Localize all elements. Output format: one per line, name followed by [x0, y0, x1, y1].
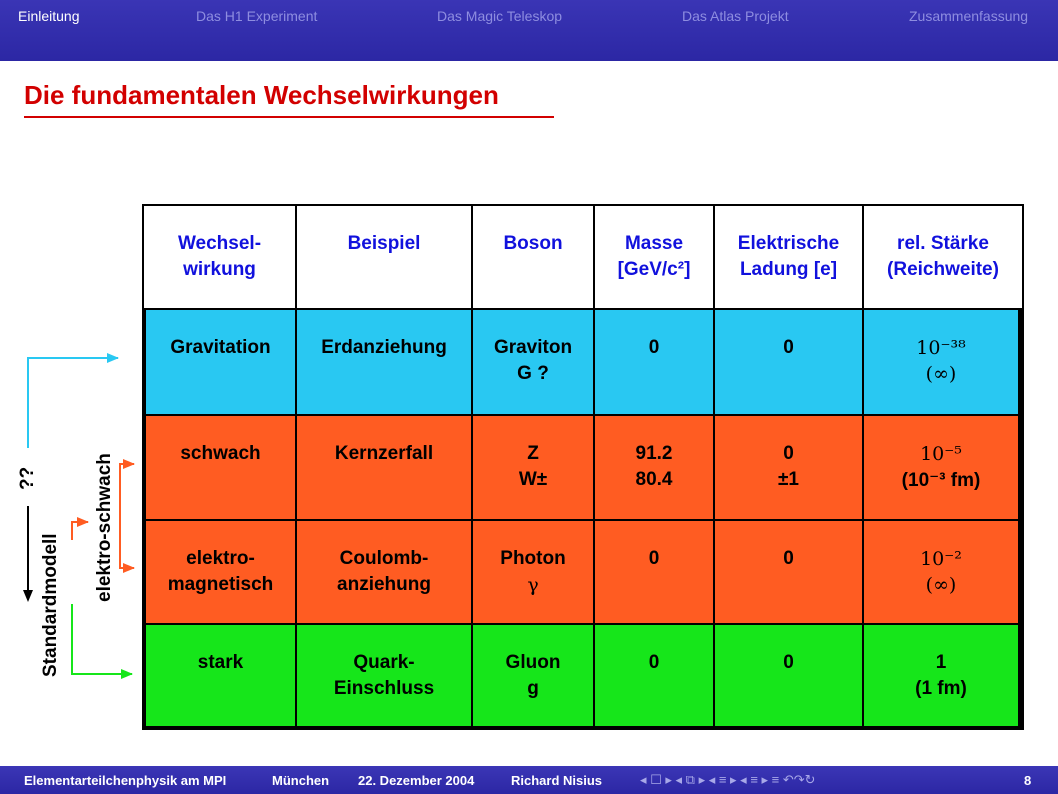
footer-author: Richard Nisius: [511, 773, 603, 788]
electroweak-label: elektro-schwach: [94, 453, 115, 602]
nav-item-h1-experiment[interactable]: Das H1 Experiment: [196, 8, 318, 24]
unknown-unification-label: ??: [17, 466, 38, 490]
footer-bar: [0, 766, 1058, 794]
header-boson: Boson: [473, 206, 593, 308]
row-weak-example: Kernzerfall: [297, 416, 471, 519]
header-example: Beispiel: [297, 206, 471, 308]
header-strength: rel. Stärke (Reichweite): [864, 206, 1022, 308]
electroweak-arrow-weak: [120, 464, 134, 520]
interaction-hierarchy-diagram: [0, 0, 142, 760]
row-em-strength: 10⁻² (∞): [864, 521, 1018, 623]
row-weak-mass: 91.2 80.4: [595, 416, 713, 519]
nav-item-zusammenfassung[interactable]: Zusammenfassung: [909, 8, 1029, 24]
row-strong-strength: 1 (1 fm): [864, 625, 1018, 726]
row-gravitation-strength: 10⁻³⁸ (∞): [864, 310, 1018, 414]
row-weak-charge: 0 ±1: [715, 416, 862, 519]
row-strong-name: stark: [146, 625, 295, 726]
row-gravitation-name: Gravitation: [146, 310, 295, 414]
beamer-navigation-symbols[interactable]: ◂ ☐ ▸ ◂ ⧉ ▸ ◂ ≡ ▸ ◂ ≡ ▸ ≡ ↶↷↻: [640, 772, 816, 787]
row-weak-name: schwach: [146, 416, 295, 519]
header-interaction: Wechsel- wirkung: [144, 206, 295, 308]
row-gravitation-boson: Graviton G ?: [473, 310, 593, 414]
row-strong-mass: 0: [595, 625, 713, 726]
row-strong-charge: 0: [715, 625, 862, 726]
slide-title: Die fundamentalen Wechselwirkungen: [24, 80, 499, 110]
row-em-example: Coulomb- anziehung: [297, 521, 471, 623]
strong-arrow: [72, 604, 132, 674]
standard-model-arrow: [72, 522, 88, 540]
nav-item-einleitung[interactable]: Einleitung: [18, 8, 80, 24]
row-em-name: elektro- magnetisch: [146, 521, 295, 623]
footer-city: München: [272, 773, 330, 788]
row-em-mass: 0: [595, 521, 713, 623]
page-number: 8: [1024, 773, 1032, 788]
row-strong-boson: Gluon g: [473, 625, 593, 726]
row-weak-boson: Z W±: [473, 416, 593, 519]
interactions-table: [142, 204, 1024, 730]
header-charge: Elektrische Ladung [e]: [715, 206, 862, 308]
gravity-arrow: [28, 358, 118, 448]
standard-model-label: Standardmodell: [40, 533, 61, 677]
top-navigation-bar: [0, 0, 1058, 61]
footer-date: 22. Dezember 2004: [358, 773, 475, 788]
electroweak-arrow-em: [120, 520, 134, 568]
row-strong-example: Quark- Einschluss: [297, 625, 471, 726]
row-em-charge: 0: [715, 521, 862, 623]
row-weak-strength: 10⁻⁵ (10⁻³ fm): [864, 416, 1018, 519]
row-gravitation-charge: 0: [715, 310, 862, 414]
row-em-boson: Photon γ: [473, 521, 593, 623]
row-gravitation-mass: 0: [595, 310, 713, 414]
nav-item-magic-teleskop[interactable]: Das Magic Teleskop: [437, 8, 563, 24]
nav-item-atlas-projekt[interactable]: Das Atlas Projekt: [682, 8, 789, 24]
footer-course: Elementarteilchenphysik am MPI: [24, 773, 227, 788]
header-mass: Masse [GeV/c²]: [595, 206, 713, 308]
row-gravitation-example: Erdanziehung: [297, 310, 471, 414]
